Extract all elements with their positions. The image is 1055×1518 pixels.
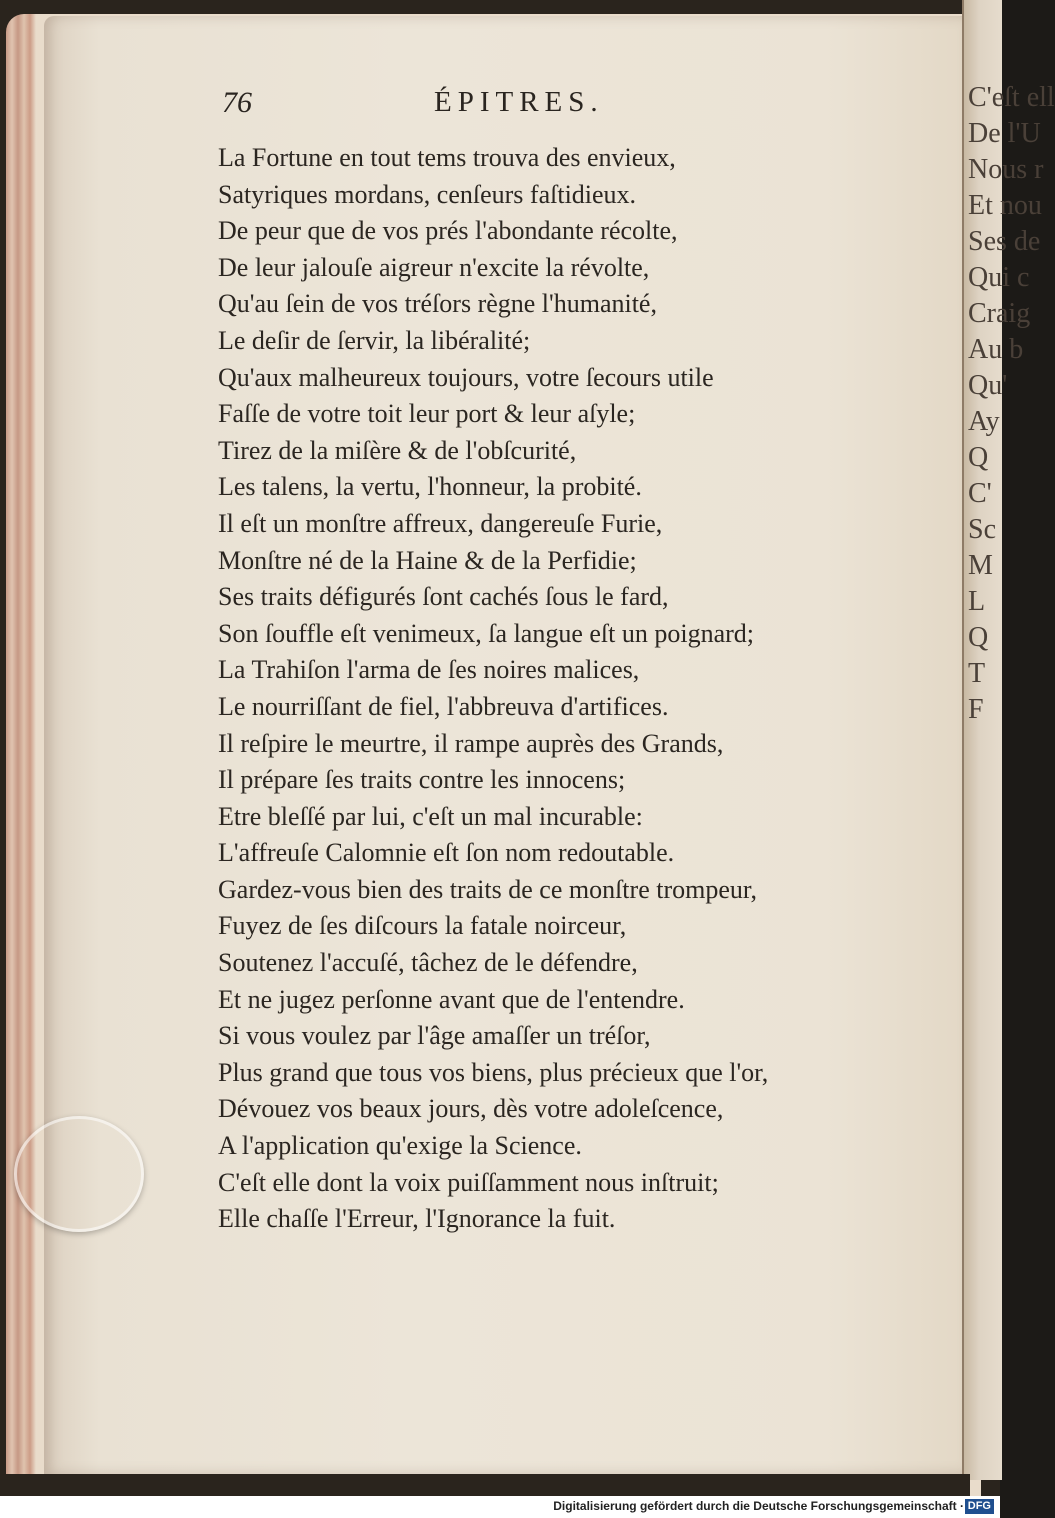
verse-line: Dévouez vos beaux jours, dès votre adoleſcence, [218,1094,724,1124]
dfg-logo: DFG [965,1499,994,1514]
next-page-line: Q [968,442,989,473]
next-page-line: C' [968,478,992,509]
next-page-line: Ay [968,406,1000,437]
next-page-line: Q [968,622,989,653]
next-page-line: C'eſt ell [968,82,1055,113]
next-page-line: De l'U [968,118,1041,149]
next-page-line: Nous r [968,154,1044,185]
running-head [222,86,652,126]
footer-bar [0,1496,1000,1518]
verse-line: Plus grand que tous vos biens, plus précieux que l'or, [218,1057,769,1087]
next-page-text [968,80,1055,728]
verse-line: Etre bleſſé par lui, c'eſt un mal incurable: [218,801,643,831]
verse-line: L'affreuſe Calomnie eſt ſon nom redoutable. [218,838,675,868]
next-page-line: Qu' [968,370,1008,401]
verse-line: Le deſir de ſervir, la libéralité; [218,325,531,355]
verse-line: Satyriques mordans, cenſeurs faſtidieux. [218,179,637,209]
verse-line: La Fortune en tout tems trouva des envieux, [218,143,676,172]
verse-line: Ses traits défigurés ſont cachés ſous le fard, [218,582,669,612]
verse-line: Il eſt un monſtre affreux, dangereuſe Furie, [218,508,663,538]
next-page-line: F [968,694,984,725]
next-page-edge [962,0,1055,1480]
verse-line: Qu'aux malheureux toujours, votre ſecours utile [218,362,714,392]
verse-line: A l'application qu'exige la Science. [218,1131,582,1161]
next-page-line: Et nou [968,190,1042,221]
verse-text [218,140,838,1238]
clip-mark [14,1116,144,1232]
verse-line: Tirez de la miſère & de l'obſcurité, [218,435,577,465]
next-page-line: M [968,550,993,581]
next-page-line: T [968,658,986,689]
verse-line: De leur jalouſe aigreur n'excite la révolte, [218,252,650,282]
next-page-line: Qui c [968,262,1030,293]
verse-line: Et ne jugez perſonne avant que de l'entendre. [218,984,685,1014]
funding-credit: Digitalisierung gefördert durch die Deutsche Forschungsgemeinschaft · [553,1499,964,1513]
verse-line: C'eſt elle dont la voix puiſſamment nous inſtruit; [218,1167,719,1197]
verse-line: Il prépare ſes traits contre les innocens; [218,765,626,795]
next-page-line: L [968,586,986,617]
verse-line: Le nourriſſant de fiel, l'abbreuva d'artifices. [218,691,669,721]
verse-line: Les talens, la vertu, l'honneur, la probité. [218,472,642,502]
next-page-line: Craig [968,298,1031,329]
page-number: 76 [222,86,252,119]
next-page-line: Ses de [968,226,1041,257]
verse-line: La Trahiſon l'arma de ſes noires malices, [218,655,640,685]
page-title: ÉPITRES. [434,86,604,118]
bottom-edge [0,1474,970,1496]
next-page-line: Sc [968,514,996,545]
verse-line: Monſtre né de la Haine & de la Perfidie; [218,545,637,575]
verse-line: Si vous voulez par l'âge amaſſer un tréſor, [218,1021,651,1051]
verse-line: Qu'au ſein de vos tréſors règne l'humanité, [218,289,657,319]
verse-line: Son ſouffle eſt venimeux, ſa langue eſt un poignard; [218,618,755,648]
verse-line: Fuyez de ſes diſcours la fatale noirceur, [218,911,627,941]
verse-line: De peur que de vos prés l'abondante récolte, [218,216,678,246]
verse-line: Il reſpire le meurtre, il rampe auprès des Grands, [218,728,724,758]
verse-line: Faſſe de votre toit leur port & leur aſyle; [218,399,636,429]
verse-line: Elle chaſſe l'Erreur, l'Ignorance la fuit. [218,1204,616,1234]
verse-line: Gardez-vous bien des traits de ce monſtre trompeur, [218,874,757,904]
verse-line: Soutenez l'accuſé, tâchez de le défendre, [218,948,638,978]
next-page-line: Au b [968,334,1024,365]
